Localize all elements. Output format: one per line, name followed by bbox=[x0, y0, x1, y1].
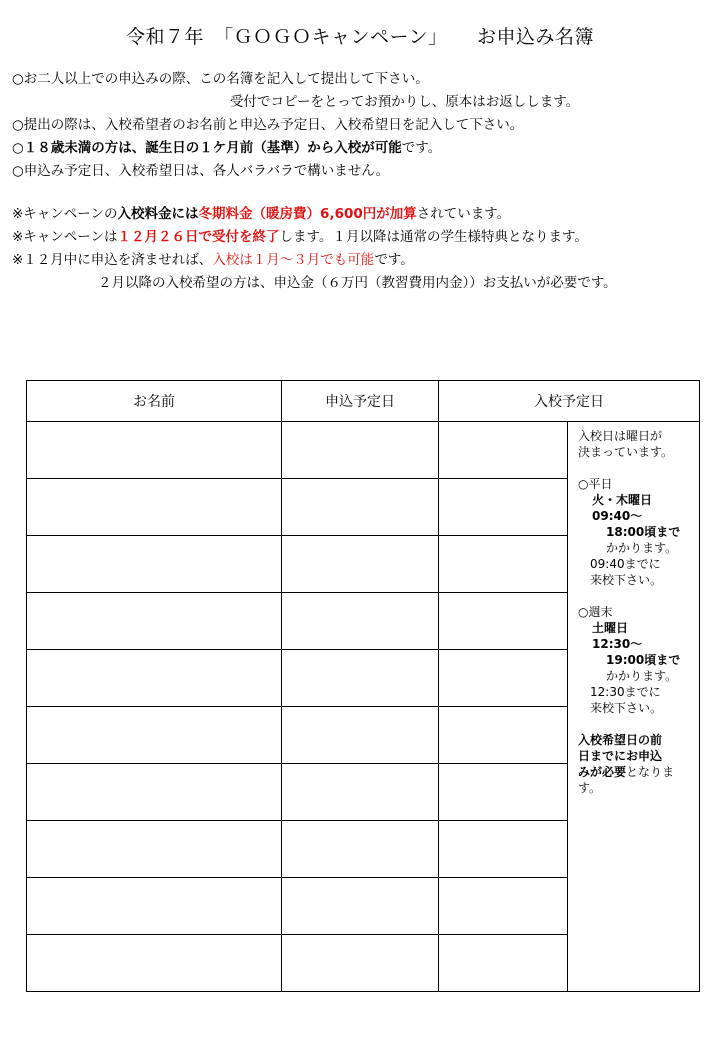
info-weekend-time-start: 12:30～ bbox=[592, 637, 643, 651]
info-weekday-time-end: 18:00頃まで bbox=[606, 525, 681, 539]
entry-date-cell[interactable] bbox=[439, 764, 568, 821]
info-closing-3-tail: となりま bbox=[626, 765, 675, 779]
info-closing-4: す。 bbox=[578, 781, 602, 795]
info-weekday-note-3: 来校下さい。 bbox=[590, 573, 663, 587]
note-1: ○お二人以上での申込みの際、この名簿を記入して提出して下さい。 bbox=[12, 71, 429, 87]
note-6-a: ※キャンペーンは bbox=[12, 229, 118, 245]
info-weekday-note-1: かかります。 bbox=[606, 541, 678, 555]
info-weekend-time-end: 19:00頃まで bbox=[606, 653, 681, 667]
info-weekday-note-2: 09:40までに bbox=[590, 557, 661, 571]
table-header-row bbox=[27, 381, 700, 422]
info-closing-3 bbox=[578, 764, 699, 780]
info-intro-2: 決まっています。 bbox=[578, 445, 674, 459]
note-4: ○申込み予定日、入校希望日は、各人バラバラで構いません。 bbox=[12, 163, 390, 179]
note-6-c: します。１月以降は通常の学生様特典となります。 bbox=[279, 229, 588, 245]
entry-schedule-info bbox=[568, 422, 700, 992]
entry-date-cell[interactable] bbox=[439, 422, 568, 479]
application-date-cell[interactable] bbox=[282, 536, 439, 593]
info-weekday-days: 火・木曜日 bbox=[592, 493, 653, 507]
info-weekend-days: 土曜日 bbox=[592, 621, 629, 635]
info-weekday-label: ○平日 bbox=[578, 477, 613, 491]
note-5-a: ※キャンペーンの bbox=[12, 206, 118, 222]
spacer bbox=[12, 183, 717, 203]
name-cell[interactable] bbox=[27, 878, 282, 935]
info-intro-1: 入校日は曜日が bbox=[578, 429, 663, 443]
entry-date-cell[interactable] bbox=[439, 593, 568, 650]
table-row bbox=[27, 422, 700, 479]
entry-date-cell[interactable] bbox=[439, 650, 568, 707]
name-cell[interactable] bbox=[27, 764, 282, 821]
entry-date-cell[interactable] bbox=[439, 536, 568, 593]
spacer bbox=[578, 588, 699, 604]
entry-date-cell[interactable] bbox=[439, 935, 568, 992]
info-closing-1: 入校希望日の前 bbox=[578, 733, 663, 747]
name-cell[interactable] bbox=[27, 935, 282, 992]
note-3-bold: ○１８歳未満の方は、誕生日の１ケ月前（基準）から入校が可能 bbox=[12, 140, 402, 156]
name-cell[interactable] bbox=[27, 707, 282, 764]
note-6 bbox=[12, 226, 717, 249]
application-date-cell[interactable] bbox=[282, 479, 439, 536]
name-cell[interactable] bbox=[27, 593, 282, 650]
entry-date-cell[interactable] bbox=[439, 707, 568, 764]
name-cell[interactable] bbox=[27, 479, 282, 536]
info-closing-2: 日までにお申込 bbox=[578, 749, 663, 763]
application-date-cell[interactable] bbox=[282, 707, 439, 764]
application-date-cell[interactable] bbox=[282, 764, 439, 821]
note-3-tail: です。 bbox=[401, 140, 442, 156]
header-name: お名前 bbox=[27, 381, 282, 422]
info-weekend-label: ○週末 bbox=[578, 605, 613, 619]
note-1-cont: 受付でコピーをとってお預かりし、原本はお返しします。 bbox=[230, 94, 580, 110]
note-7 bbox=[12, 249, 717, 272]
application-date-cell[interactable] bbox=[282, 593, 439, 650]
page-title: 令和７年 「ＧＯＧＯキャンペーン」 お申込み名簿 bbox=[125, 26, 595, 48]
entry-date-cell[interactable] bbox=[439, 479, 568, 536]
application-date-cell[interactable] bbox=[282, 878, 439, 935]
application-date-cell[interactable] bbox=[282, 935, 439, 992]
header-application-date: 申込予定日 bbox=[282, 381, 439, 422]
note-7-cont: ２月以降の入校希望の方は、申込金（６万円（教習費用内金））お支払いが必要です。 bbox=[98, 275, 617, 291]
note-2: ○提出の際は、入校希望者のお名前と申込み予定日、入校希望日を記入して下さい。 bbox=[12, 117, 524, 133]
note-5-d: されています。 bbox=[416, 206, 511, 222]
note-3 bbox=[12, 137, 717, 160]
info-weekend-note-2: 12:30までに bbox=[590, 685, 661, 699]
note-7-a: ※１２月中に申込を済ませれば、 bbox=[12, 252, 213, 268]
application-date-cell[interactable] bbox=[282, 422, 439, 479]
entry-date-cell[interactable] bbox=[439, 821, 568, 878]
note-6-b: １２月２６日で受付を終了 bbox=[117, 229, 280, 245]
info-closing-3-bold: みが必要 bbox=[578, 765, 627, 779]
name-cell[interactable] bbox=[27, 536, 282, 593]
roster-table bbox=[26, 380, 700, 992]
application-date-cell[interactable] bbox=[282, 821, 439, 878]
entry-date-cell[interactable] bbox=[439, 878, 568, 935]
application-date-cell[interactable] bbox=[282, 650, 439, 707]
note-5-c: 冬期料金（暖房費）6,600円が加算 bbox=[198, 206, 417, 222]
spacer bbox=[578, 460, 699, 476]
spacer bbox=[578, 716, 699, 732]
note-7-b: 入校は１月～３月でも可能 bbox=[212, 252, 375, 268]
info-weekend-note-1: かかります。 bbox=[606, 669, 678, 683]
note-5-b: 入校料金には bbox=[117, 206, 199, 222]
note-7-c: です。 bbox=[374, 252, 414, 268]
name-cell[interactable] bbox=[27, 821, 282, 878]
info-weekend-note-3: 来校下さい。 bbox=[590, 701, 663, 715]
header-entry-date: 入校予定日 bbox=[439, 381, 700, 422]
info-weekday-time-start: 09:40～ bbox=[592, 509, 643, 523]
note-5 bbox=[12, 203, 717, 226]
name-cell[interactable] bbox=[27, 650, 282, 707]
instructions bbox=[12, 68, 717, 295]
name-cell[interactable] bbox=[27, 422, 282, 479]
